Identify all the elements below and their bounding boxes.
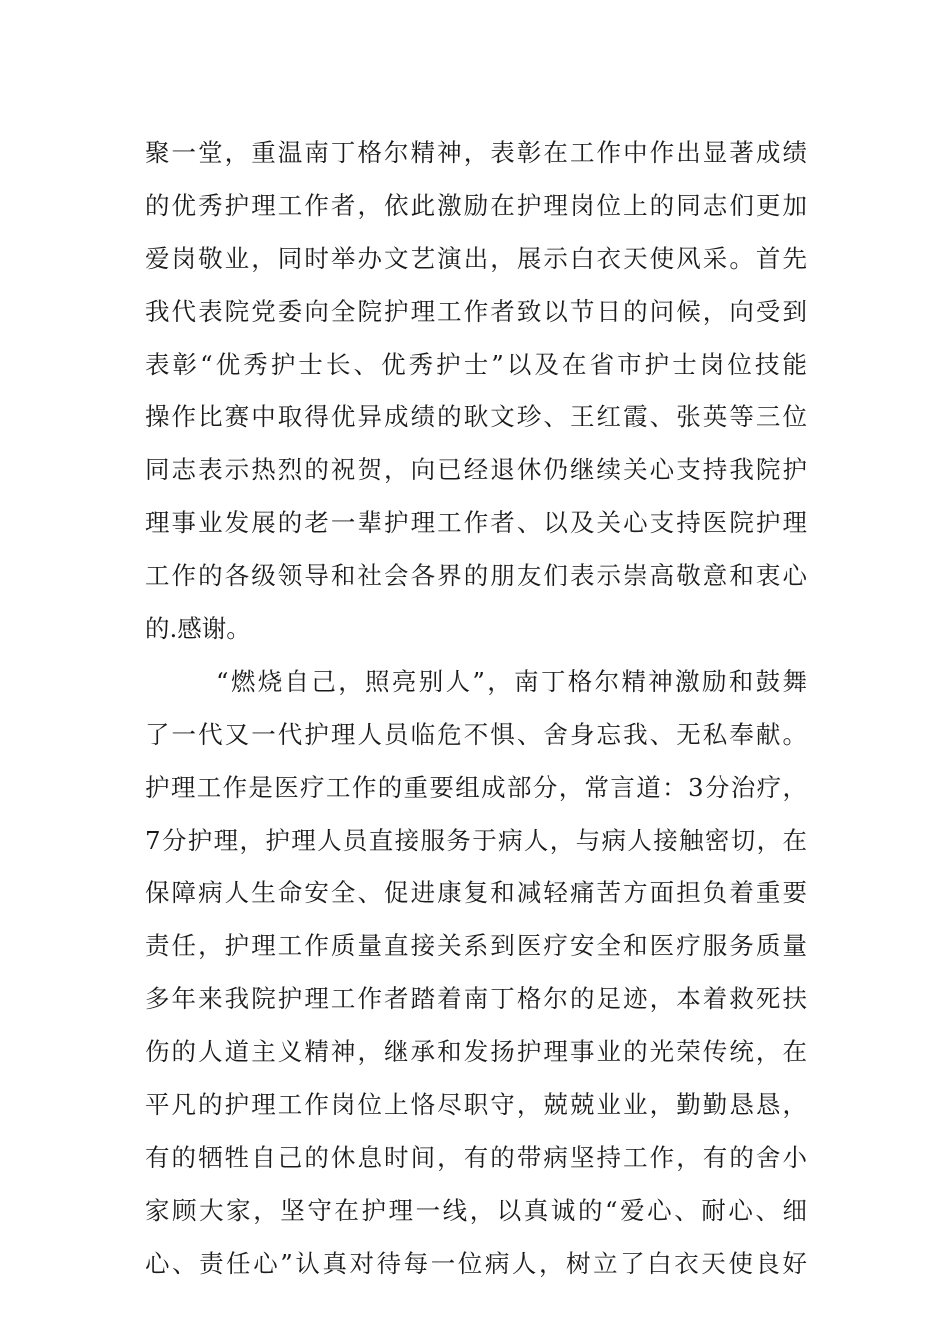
text-line: 聚一堂，重温南丁格尔精神，表彰在工作中作出显著成绩	[145, 138, 807, 167]
text-line: 我代表院党委向全院护理工作者致以节日的问候，向受到	[145, 296, 807, 326]
text-line: 同志表示热烈的祝贺，向已经退休仍继续关心支持我院护	[145, 455, 807, 485]
text-line: 有的牺牲自己的休息时间，有的带病坚持工作，有的舍小	[145, 1142, 807, 1172]
text-line: 理事业发展的老一辈护理工作者、以及关心支持医院护理	[145, 508, 807, 538]
text-line: 保障病人生命安全、促进康复和减轻痛苦方面担负着重要	[145, 878, 807, 908]
text-line: 护理工作是医疗工作的重要组成部分，常言道：3分治疗，	[145, 772, 807, 802]
text-line: 家顾大家，坚守在护理一线，以真诚的“爱心、耐心、细	[145, 1195, 807, 1225]
text-line: 责任，护理工作质量直接关系到医疗安全和医疗服务质量	[145, 931, 807, 961]
text-line: 伤的人道主义精神，继承和发扬护理事业的光荣传统，在	[145, 1037, 807, 1067]
body-text	[145, 127, 807, 1291]
text-line: 7分护理，护理人员直接服务于病人，与病人接触密切，在	[145, 825, 807, 855]
text-line: 了一代又一代护理人员临危不惧、舍身忘我、无私奉献。	[145, 719, 807, 749]
text-line: 工作的各级领导和社会各界的朋友们表示崇高敬意和衷心	[145, 561, 807, 591]
text-line: 操作比赛中取得优异成绩的耿文珍、王红霞、张英等三位	[145, 402, 807, 432]
text-line: 平凡的护理工作岗位上恪尽职守，兢兢业业，勤勤恳恳，	[145, 1090, 807, 1120]
text-line: 表彰“优秀护士长、优秀护士”以及在省市护士岗位技能	[145, 349, 807, 379]
paragraph-end-line: 的.感谢。	[145, 614, 251, 644]
text-line: 的优秀护理工作者，依此激励在护理岗位上的同志们更加	[145, 190, 807, 220]
text-line: 多年来我院护理工作者踏着南丁格尔的足迹，本着救死扶	[145, 984, 807, 1014]
text-line: 爱岗敬业，同时举办文艺演出，展示白衣天使风采。首先	[145, 243, 807, 273]
paragraph-start-line: “燃烧自己，照亮别人”，南丁格尔精神激励和鼓舞	[216, 666, 807, 696]
text-line: 心、责任心”认真对待每一位病人，树立了白衣天使良好	[145, 1248, 807, 1278]
